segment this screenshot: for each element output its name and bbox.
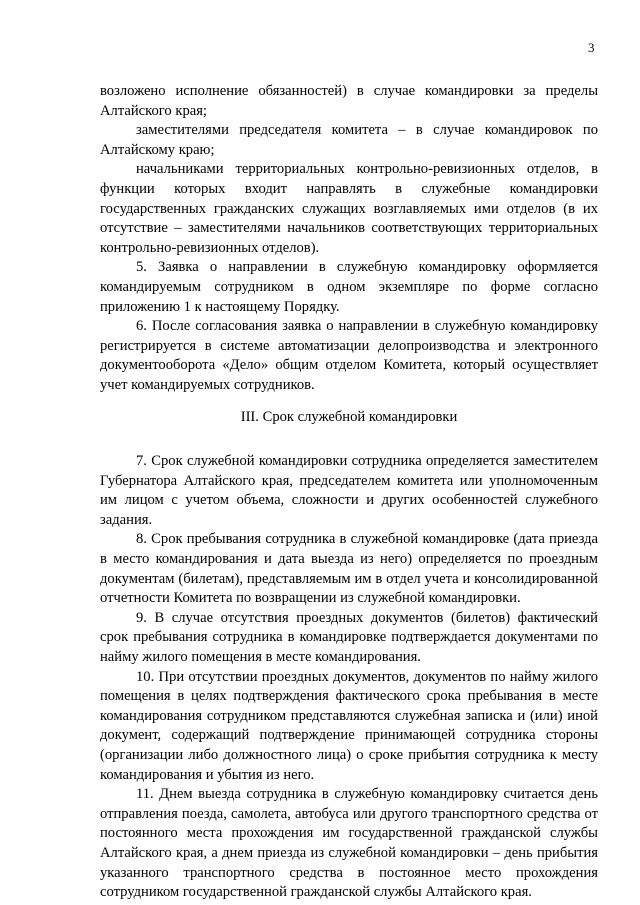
paragraph-item-10: 10. При отсутствии проездных документов, документов по найму жилого помещения в целях подтверждения фактического срока пребывания в месте командирования сотрудником представляются служебная записка и (или) иной документ, содержащий подтверждение принимающей сотрудника стороны (организации либо должностного лица) о сроке прибытия сотрудника к месту командирования и убытия из него. [100,668,598,783]
paragraph-item-5: 5. Заявка о направлении в служебную командировку оформляется командируемым сотрудником в одном экземпляре по форме согласно приложению 1 к настоящему Порядку. [100,259,598,315]
page-number: 3 [588,40,595,55]
paragraph-item-8: 8. Срок пребывания сотрудника в служебной командировке (дата приезда в место командирования и дата выезда из него) определяется по проездным документам (билетам), представляемым им в отдел учета и консолидированной отчетности Комитета по возвращении из служебной командировки. [100,531,598,607]
section-heading: III. Срок служебной командировки [240,408,458,425]
paragraph-department-heads: начальниками территориальных контрольно-ревизионных отделов, в функции которых входит направлять в служебные командировки государственных гражданских служащих возглавляемых ими отделов (в их отсутствие – заместителями начальников соответствующих территориальных контрольно-ревизионных отделов). [100,161,598,256]
paragraph-item-7: 7. Срок служебной командировки сотрудника определяется заместителем Губернатора Алтайского края, председателем комитета или уполномоченным им лицом с учетом объема, сложности и других особенностей служебного задания. [100,453,598,528]
paragraph-item-11: 11. Днем выезда сотрудника в служебную командировку считается день отправления поезда, самолета, автобуса или другого транспортного средства от постоянного места прохождения им государственной гражданской службы Алтайского края, а днем приезда из служебной командировки – день прибытия указанного транспортного средства в постоянное место прохождения сотрудником государственной гражданской службы Алтайского края. [100,786,598,901]
paragraph-deputies: заместителями председателя комитета – в случае командировок по Алтайскому краю; [100,122,598,158]
document-body [100,82,598,903]
paragraph-item-6: 6. После согласования заявка о направлении в служебную командировку регистрируется в системе автоматизации делопроизводства и электронного документооборота «Дело» общим отделом Комитета, который осуществляет учет командируемых сотрудников. [100,318,598,393]
paragraph-item-9: 9. В случае отсутствия проездных документов (билетов) фактический срок пребывания сотрудника в командировке подтверждается документами по найму жилого помещения в месте командирования. [100,609,598,666]
paragraph-continuation: возложено исполнение обязанностей) в случае командировки за пределы Алтайского края; [100,83,598,119]
